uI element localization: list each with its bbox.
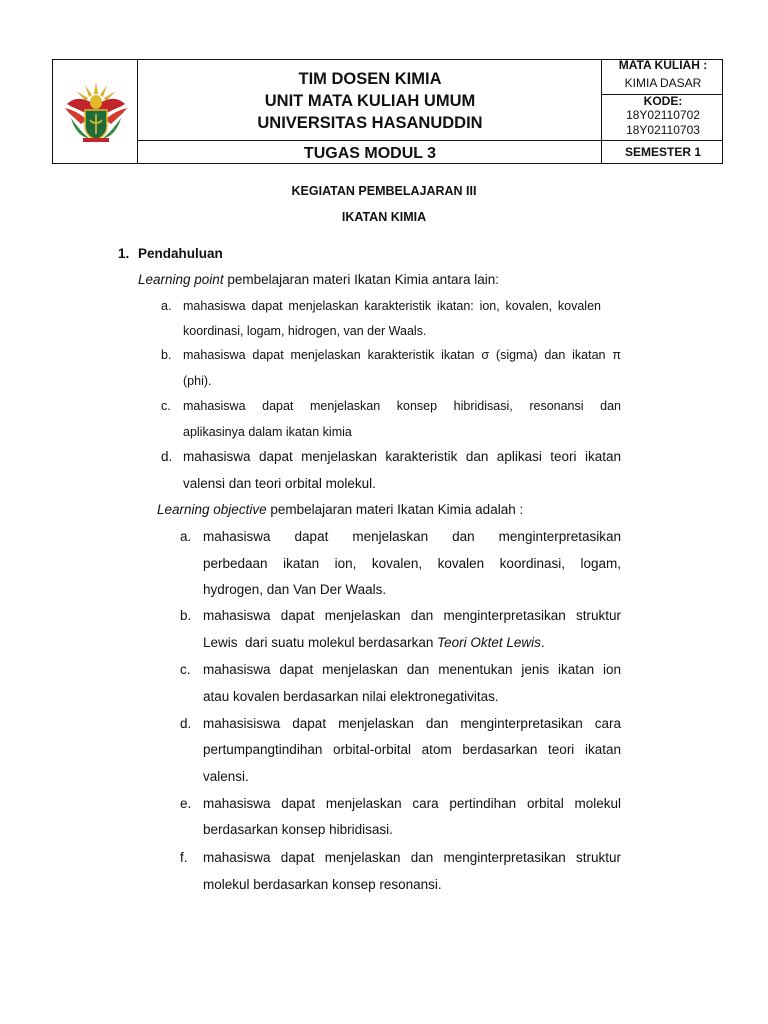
- code-label: KODE:: [643, 94, 683, 108]
- header-table: [52, 59, 723, 164]
- list-marker: d.: [161, 449, 173, 464]
- course-code: 18Y02110703: [626, 123, 700, 137]
- course-label: MATA KULIAH :: [618, 58, 708, 72]
- list-item-text: mahasiswa dapat menjelaskan karakteristik dan aplikasi teori ikatan: [183, 449, 621, 464]
- lead-text: pembelajaran materi Ikatan Kimia antara lain:: [223, 272, 499, 287]
- list-item-text: pertumpangtindihan orbital-orbital atom berdasarkan teori ikatan: [203, 742, 621, 757]
- list-marker: c.: [180, 662, 191, 677]
- list-marker: a.: [161, 299, 172, 313]
- learning-objective-lead: [157, 501, 523, 519]
- course-code: 18Y02110702: [626, 108, 700, 122]
- course-name: KIMIA DASAR: [624, 76, 702, 90]
- institution-line: TIM DOSEN KIMIA: [298, 70, 442, 88]
- list-item-text: berdasarkan konsep hibridisasi.: [203, 822, 393, 837]
- list-marker: b.: [161, 348, 172, 362]
- list-item-text: mahasiswa dapat menjelaskan dan menentukan jenis ikatan ion: [203, 662, 621, 677]
- list-item-text: mahasiswa dapat menjelaskan karakteristik ikatan: ion, kovalen, kovalen: [183, 299, 601, 313]
- semester-label: SEMESTER 1: [624, 145, 702, 159]
- list-item-text: mahasiswa dapat menjelaskan dan menginterpretasikan struktur: [203, 608, 621, 623]
- list-item-text: koordinasi, logam, hidrogen, van der Waals.: [183, 324, 427, 338]
- text-run: .: [540, 635, 545, 650]
- list-item-text: mahasiswa dapat menjelaskan dan menginterpretasikan: [203, 529, 621, 544]
- list-item-text: perbedaan ikatan ion, kovalen, kovalen koordinasi, logam,: [203, 556, 621, 571]
- section-title: Pendahuluan: [138, 246, 223, 261]
- list-item-text: mahasiswa dapat menjelaskan karakteristik ikatan σ (sigma) dan ikatan π: [183, 348, 621, 362]
- list-item-text: hydrogen, dan Van Der Waals.: [203, 582, 387, 597]
- list-marker: f.: [180, 850, 188, 865]
- list-marker: c.: [161, 399, 171, 413]
- text-run: Lewis dari suatu molekul berdasarkan: [203, 635, 438, 650]
- list-item-text: aplikasinya dalam ikatan kimia: [183, 425, 352, 439]
- list-marker: d.: [180, 716, 192, 731]
- list-item-text: molekul berdasarkan konsep resonansi.: [203, 877, 442, 892]
- module-title: TUGAS MODUL 3: [303, 145, 437, 162]
- italic-term: Teori Oktet Lewis: [437, 635, 541, 650]
- list-marker: a.: [180, 529, 192, 544]
- list-item-text: valensi.: [203, 769, 249, 784]
- list-item-text: atau kovalen berdasarkan nilai elektronegativitas.: [203, 689, 499, 704]
- list-item-text: valensi dan teori orbital molekul.: [183, 476, 376, 491]
- learning-point-lead: [138, 271, 499, 289]
- topic-heading: IKATAN KIMIA: [341, 210, 427, 224]
- institution-line: UNIT MATA KULIAH UMUM: [264, 92, 476, 110]
- list-item-text: [203, 634, 545, 652]
- list-item-text: (phi).: [183, 374, 212, 388]
- university-crest-icon: [61, 78, 131, 144]
- section-heading: KEGIATAN PEMBELAJARAN III: [291, 184, 477, 198]
- section-number: 1.: [118, 246, 130, 261]
- list-item-text: mahasiswa dapat menjelaskan dan menginterpretasikan struktur: [203, 850, 621, 865]
- institution-line: UNIVERSITAS HASANUDDIN: [257, 114, 483, 132]
- list-marker: b.: [180, 608, 192, 623]
- list-item-text: mahasiswa dapat menjelaskan konsep hibridisasi, resonansi dan: [183, 399, 621, 413]
- list-item-text: mahasiswa dapat menjelaskan cara pertindihan orbital molekul: [203, 796, 621, 811]
- list-item-text: mahasisiswa dapat menjelaskan dan menginterpretasikan cara: [203, 716, 621, 731]
- list-marker: e.: [180, 796, 192, 811]
- italic-term: Learning objective: [157, 502, 267, 517]
- lead-text: pembelajaran materi Ikatan Kimia adalah :: [266, 502, 524, 517]
- institution-title: [139, 68, 601, 134]
- italic-term: Learning point: [138, 272, 224, 287]
